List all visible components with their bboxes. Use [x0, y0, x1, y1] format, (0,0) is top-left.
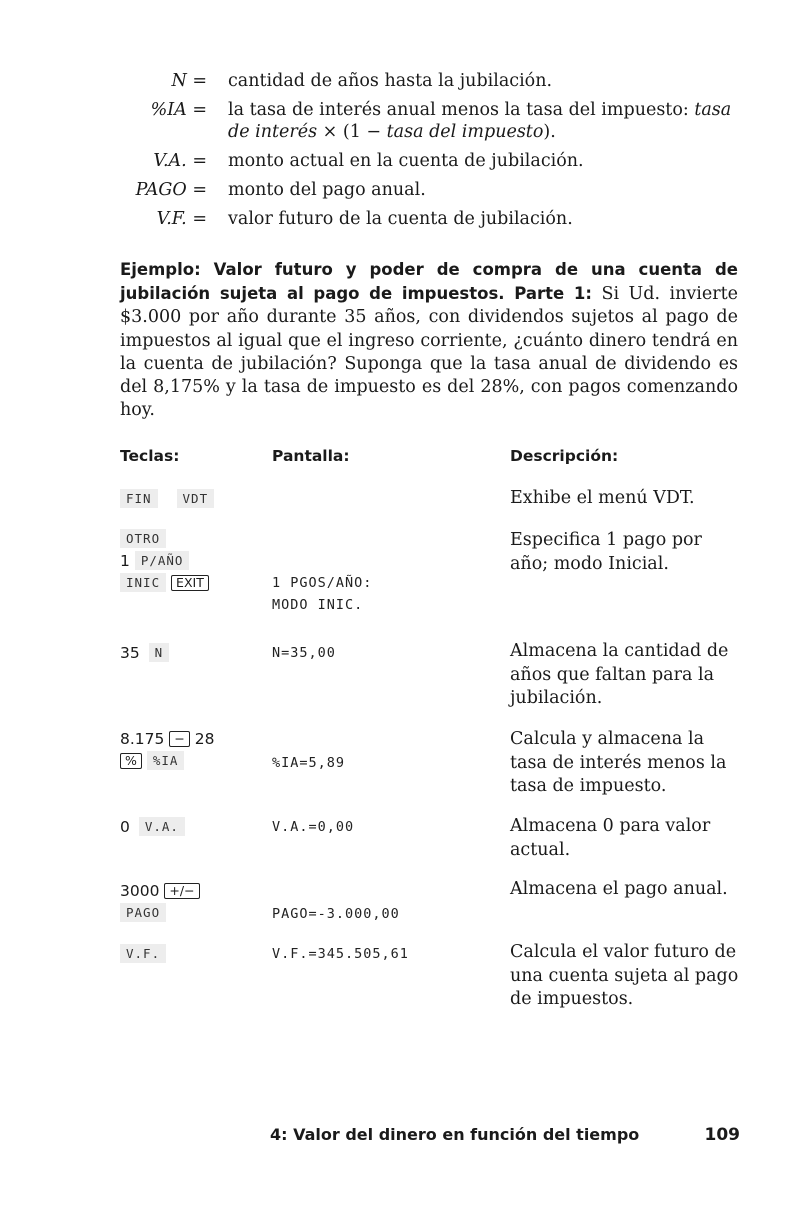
definition-text: monto actual en la cuenta de jubilación. — [228, 151, 584, 171]
description-row-0: Exhibe el menú VDT. — [510, 488, 695, 508]
example-body: Si Ud. invierte $3.000 por año durante 35 años, con dividendos sujetos al pago de impuestos al igual que el ingreso corriente, ¿cuánto dinero tendrá en la cuenta de jubilación? Suponga que la tasa anual de dividendo es del 8,175% y la tasa de impuesto es del 28%, con pagos comenzando hoy. — [120, 284, 738, 421]
chapter-title: 4: Valor del dinero en función del tiempo — [270, 1125, 640, 1144]
description-row-4: Almacena 0 para valor actual. — [510, 816, 711, 860]
page-footer — [270, 1125, 740, 1144]
column-header-display: Pantalla: — [272, 447, 350, 465]
otro-menu-key[interactable]: OTRO — [120, 529, 166, 548]
p-ano-menu-key[interactable]: P/AÑO — [135, 551, 190, 570]
description-row-2: Almacena la cantidad de años que faltan para la jubilación. — [510, 641, 729, 709]
n-menu-key[interactable]: N — [149, 643, 170, 662]
example-heading: Ejemplo: Valor futuro y poder de compra de una cuenta de jubilación sujeta al pago de impuestos. Parte 1: — [120, 260, 738, 304]
description-row-3: Calcula y almacena la tasa de interés menos la tasa de impuesto. — [510, 729, 727, 797]
change-sign-key[interactable]: +/− — [164, 883, 199, 899]
keys-row-5 — [120, 880, 200, 924]
variable-name: PAGO — [135, 180, 187, 200]
exit-key[interactable]: EXIT — [171, 575, 209, 591]
variable-name: V.F. — [156, 209, 187, 229]
value-8175: 8.175 — [120, 730, 165, 748]
column-header-description: Descripción: — [510, 447, 619, 465]
display-row-2: N=35,00 — [272, 645, 336, 661]
page-number: 109 — [704, 1125, 740, 1145]
keys-row-3 — [120, 728, 214, 772]
description-row-1: Especifica 1 pago por año; modo Inicial. — [510, 530, 702, 574]
variable-name: N — [171, 71, 187, 91]
definitions-list — [95, 70, 735, 237]
value-zero: 0 — [120, 818, 130, 836]
display-row-4: V.A.=0,00 — [272, 819, 355, 835]
keys-row-4 — [120, 816, 185, 838]
va-menu-key[interactable]: V.A. — [139, 817, 185, 836]
minus-key[interactable]: − — [169, 731, 189, 747]
keys-row-6 — [120, 943, 166, 965]
percent-key[interactable]: % — [120, 753, 142, 769]
definition-text: monto del pago anual. — [228, 180, 426, 200]
definition-pago: PAGO = monto del pago anual. — [95, 179, 735, 201]
definition-text: la tasa de interés anual menos la tasa del impuesto: tasa de interés × (1 − tasa del impuesto). — [228, 100, 732, 142]
column-header-keys: Teclas: — [120, 447, 180, 465]
keys-row-2 — [120, 642, 169, 664]
description-row-6: Calcula el valor futuro de una cuenta sujeta al pago de impuestos. — [510, 942, 739, 1010]
description-row-5: Almacena el pago anual. — [510, 879, 728, 899]
definition-text: cantidad de años hasta la jubilación. — [228, 71, 553, 91]
inic-menu-key[interactable]: INIC — [120, 573, 166, 592]
value-35: 35 — [120, 644, 140, 662]
example-paragraph — [120, 258, 738, 422]
vf-menu-key[interactable]: V.F. — [120, 944, 166, 963]
digit-one: 1 — [120, 552, 130, 570]
value-28: 28 — [194, 730, 215, 748]
ia-menu-key[interactable]: %IA — [147, 751, 185, 770]
pago-menu-key[interactable]: PAGO — [120, 903, 166, 922]
definition-text: valor futuro de la cuenta de jubilación. — [228, 209, 573, 229]
display-row-5: PAGO=-3.000,00 — [272, 906, 400, 922]
fin-menu-key[interactable]: FIN — [120, 489, 158, 508]
keys-row-1 — [120, 528, 209, 594]
value-3000: 3000 — [120, 882, 160, 900]
display-row-3: %IA=5,89 — [272, 755, 346, 771]
definition-vf: V.F. = valor futuro de la cuenta de jubilación. — [95, 208, 735, 230]
vdt-menu-key[interactable]: VDT — [177, 489, 215, 508]
definition-n: N = cantidad de años hasta la jubilación. — [95, 70, 735, 92]
variable-name: %IA — [150, 100, 187, 120]
definition-ia: %IA = la tasa de interés anual menos la tasa del impuesto: tasa de interés × (1 − tasa del impuesto). — [95, 99, 735, 143]
keys-row-0 — [120, 488, 214, 510]
display-row-6: V.F.=345.505,61 — [272, 946, 409, 962]
display-row-1: 1 PGOS/AÑO: MODO INIC. — [272, 575, 373, 613]
variable-name: V.A. — [153, 151, 187, 171]
definition-va: V.A. = monto actual en la cuenta de jubilación. — [95, 150, 735, 172]
